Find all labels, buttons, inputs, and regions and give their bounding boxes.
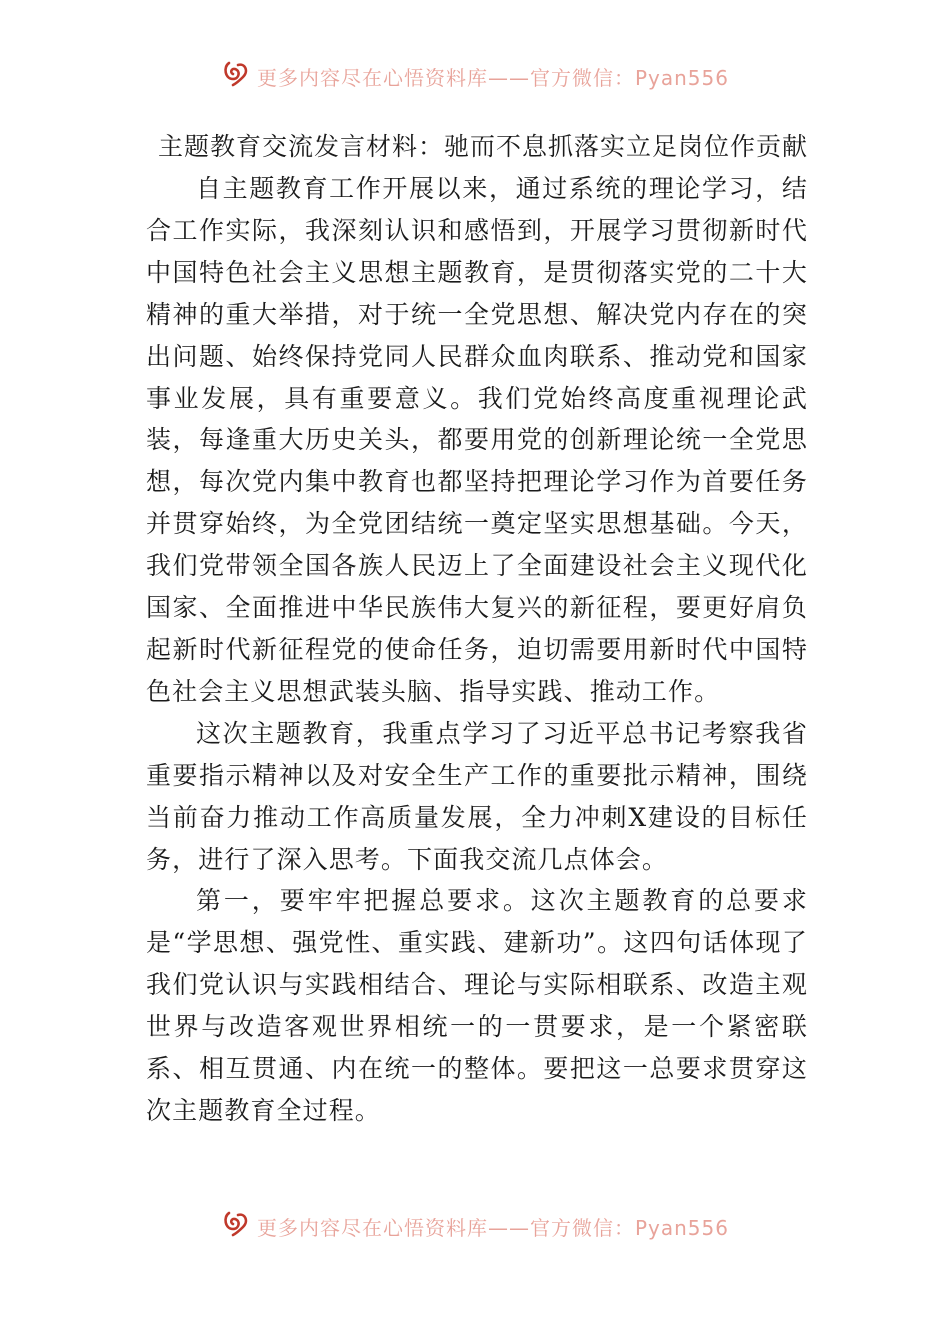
logo-icon — [221, 1207, 251, 1237]
document-body — [146, 126, 808, 1132]
watermark-text: 更多内容尽在心悟资料库——官方微信：Pyan556 — [256, 1215, 729, 1240]
document-title: 主题教育交流发言材料：驰而不息抓落实立足岗位作贡献 — [158, 132, 809, 161]
watermark-header — [0, 52, 950, 92]
watermark-text: 更多内容尽在心悟资料库——官方微信：Pyan556 — [256, 65, 729, 90]
logo-icon — [221, 57, 251, 87]
paragraph: 第一，要牢牢把握总要求。这次主题教育的总要求是“学思想、强党性、重实践、建新功”。这四句话体现了我们党认识与实践相结合、理论与实际相联系、改造主观世界与改造客观世界相统一的一贯要求，是一个紧密联系、相互贯通、内在统一的整体。要把这一总要求贯穿这次主题教育全过程。 — [146, 886, 808, 1125]
paragraph: 自主题教育工作开展以来，通过系统的理论学习，结合工作实际，我深刻认识和感悟到，开展学习贯彻新时代中国特色社会主义思想主题教育，是贯彻落实党的二十大精神的重大举措，对于统一全党思想、解决党内存在的突出问题、始终保持党同人民群众血肉联系、推动党和国家事业发展，具有重要意义。我们党始终高度重视理论武装，每逢重大历史关头，都要用党的创新理论统一全党思想，每次党内集中教育也都坚持把理论学习作为首要任务并贯穿始终，为全党团结统一奠定坚实思想基础。今天，我们党带领全国各族人民迈上了全面建设社会主义现代化国家、全面推进中华民族伟大复兴的新征程，要更好肩负起新时代新征程党的使命任务，迫切需要用新时代中国特色社会主义思想武装头脑、指导实践、推动工作。 — [146, 174, 808, 706]
paragraph: 这次主题教育，我重点学习了习近平总书记考察我省重要指示精神以及对安全生产工作的重要批示精神，围绕当前奋力推动工作高质量发展，全力冲刺X建设的目标任务，进行了深入思考。下面我交流几点体会。 — [146, 718, 808, 874]
watermark-footer — [0, 1202, 950, 1242]
